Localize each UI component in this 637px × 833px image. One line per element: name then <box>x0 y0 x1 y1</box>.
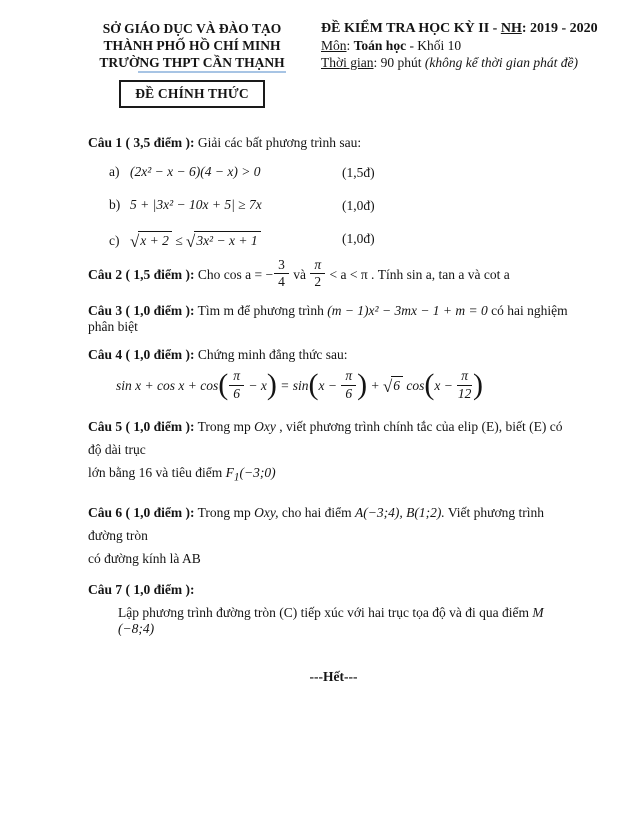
subject-grade: - Khối 10 <box>406 38 462 53</box>
item-a-points: (1,5đ) <box>342 165 375 180</box>
question-1-intro: Giải các bất phương trình sau: <box>194 135 362 150</box>
item-a-formula: (2x² − x − 6)(4 − x) > 0 <box>130 164 261 179</box>
question-5-line2 <box>88 461 579 490</box>
question-4-label: Câu 4 ( 1,0 điểm ): <box>88 347 195 363</box>
exam-title-school-year-label: NH <box>500 21 522 36</box>
fraction-numerator: π <box>457 369 472 385</box>
fraction-pi-6 <box>340 369 357 400</box>
radical-icon: √ <box>186 232 196 251</box>
item-c-formula <box>130 232 261 251</box>
focus-subscript: 1 <box>233 471 240 484</box>
fraction-denominator: 2 <box>314 274 322 290</box>
official-exam-stamp: ĐỀ CHÍNH THỨC <box>119 80 265 108</box>
question-3-text2: có hai nghiệm phân biệt <box>88 303 568 335</box>
radical-6-body: 6 <box>391 376 403 393</box>
exam-info-block <box>321 20 598 71</box>
radical-right <box>186 232 261 251</box>
formula-seg2-pre: x − <box>318 378 341 394</box>
radical-6 <box>382 377 403 397</box>
radical-icon: √ <box>382 377 393 397</box>
focus-coordinates: (−3;0) <box>239 464 276 480</box>
oxy-plane: Oxy <box>254 418 276 434</box>
question-6-label: Câu 6 ( 1,0 điểm ): <box>88 505 195 521</box>
subject-line <box>321 37 598 54</box>
formula-seg4-pre: x − <box>434 378 457 394</box>
subject-label: Môn <box>321 38 347 53</box>
issuer-city: THÀNH PHỐ HỒ CHÍ MINH <box>103 38 281 53</box>
question-3 <box>88 303 579 335</box>
item-b-formula: 5 + |3x² − 10x + 5| ≥ 7x <box>130 197 262 212</box>
question-6-text3: Viết phương trình đường tròn <box>88 505 544 544</box>
question-2-label: Câu 2 ( 1,5 điểm ): <box>88 266 195 282</box>
fraction-pi-12 <box>456 369 473 400</box>
fraction-pi-2 <box>309 258 326 289</box>
formula-seg4: cos <box>402 378 425 394</box>
question-5-text2: , viết phương trình chính tắc của elip (E), biết (E) có độ dài trục <box>88 418 563 457</box>
radical-right-body: 3x² − x + 1 <box>194 231 260 248</box>
oxy-plane: Oxy, <box>254 505 279 521</box>
item-c-label: c) <box>109 233 120 248</box>
question-1c <box>109 230 579 250</box>
question-2 <box>88 257 579 291</box>
formula-seg1-rest: − x <box>244 378 267 394</box>
formula-seg1: sin x + cos x + cos <box>116 378 219 394</box>
question-1b <box>109 197 579 217</box>
question-2-seg3: < a < π . Tính sin a, tan a và cot a <box>326 266 510 282</box>
question-6-line2: có đường kính là AB <box>88 551 201 567</box>
focus-letter: F <box>225 464 234 480</box>
question-5 <box>88 415 579 490</box>
right-paren: ) <box>266 368 277 402</box>
exam-title <box>321 20 598 37</box>
question-1-label: Câu 1 ( 3,5 điểm ): <box>88 135 195 150</box>
fraction-3-4 <box>273 258 290 289</box>
fraction-denominator: 6 <box>345 385 353 401</box>
left-paren: ( <box>308 368 319 402</box>
right-paren: ) <box>472 368 483 402</box>
question-7-label: Câu 7 ( 1,0 điểm ): <box>88 582 195 598</box>
item-b-label: b) <box>109 197 121 212</box>
fraction-numerator: 3 <box>274 258 289 274</box>
time-line <box>321 54 598 71</box>
item-c-points: (1,0đ) <box>342 231 375 246</box>
radical-left-body: x + 2 <box>138 231 172 248</box>
fraction-numerator: π <box>229 369 244 385</box>
school-name <box>75 54 309 71</box>
points-a-b: A(−3;4), B(1;2). <box>355 505 445 521</box>
question-7-body <box>118 605 579 637</box>
question-4-intro: Chứng minh đẳng thức sau: <box>194 347 348 363</box>
question-3-text1: Tìm m để phương trình <box>194 303 328 319</box>
question-5-label: Câu 5 ( 1,0 điểm ): <box>88 418 195 434</box>
exam-title-prefix: ĐỀ KIỂM TRA HỌC KỲ II - <box>321 21 501 36</box>
question-5-text1: Trong mp <box>194 418 255 434</box>
question-4-formula <box>116 368 579 402</box>
official-stamp-wrap <box>75 80 309 108</box>
time-value: : 90 phút <box>373 55 425 70</box>
point-m: M (−8;4) <box>118 605 544 637</box>
fraction-denominator: 4 <box>278 274 285 290</box>
question-6 <box>88 501 579 570</box>
end-of-exam-marker: ---Hết--- <box>309 669 358 685</box>
question-5-line1 <box>88 415 579 461</box>
exam-title-suffix: : 2019 - 2020 <box>521 21 598 36</box>
exam-header <box>75 20 598 108</box>
question-3-formula: (m − 1)x² − 3mx − 1 + m = 0 <box>327 303 488 319</box>
item-b-points: (1,0đ) <box>342 198 375 213</box>
left-paren: ( <box>218 368 229 402</box>
fraction-denominator: 6 <box>233 385 240 401</box>
issuer-department: SỞ GIÁO DỤC VÀ ĐÀO TẠO <box>102 21 282 36</box>
fraction-pi-6 <box>228 369 245 400</box>
question-6-text1: Trong mp <box>194 505 255 521</box>
question-7-text: Lập phương trình đường tròn (C) tiếp xúc với hai trục tọa độ và đi qua điểm <box>118 605 533 621</box>
formula-seg2: = sin <box>276 378 309 394</box>
school-name-text: TRƯỜNG THPT CẦN THẠNH <box>99 55 285 70</box>
question-2-seg2: và <box>289 266 310 282</box>
question-1a <box>109 164 579 184</box>
time-label: Thời gian <box>321 55 374 70</box>
fraction-denominator: 12 <box>457 385 472 401</box>
question-7-heading <box>88 582 579 598</box>
right-paren: ) <box>357 368 368 402</box>
time-note: (không kể thời gian phát đề) <box>424 55 578 70</box>
question-3-label: Câu 3 ( 1,0 điểm ): <box>88 303 195 319</box>
formula-seg3: + <box>367 378 383 394</box>
question-1-heading <box>88 135 579 151</box>
fraction-numerator: π <box>341 369 356 385</box>
left-paren: ( <box>424 368 435 402</box>
item-c-relation: ≤ <box>171 233 187 248</box>
subject-separator: : <box>346 38 354 53</box>
question-6-text2: cho hai điểm <box>278 505 356 521</box>
item-a-label: a) <box>109 164 120 179</box>
focus-point <box>225 464 276 484</box>
issuer-block <box>75 20 309 108</box>
question-4-heading <box>88 347 579 363</box>
exam-body <box>75 135 579 685</box>
question-5-text3: lớn bằng 16 và tiêu điểm <box>88 464 226 480</box>
radical-icon: √ <box>130 232 140 251</box>
radical-left <box>130 232 172 251</box>
question-6-line1 <box>88 501 579 547</box>
fraction-numerator: π <box>310 258 325 274</box>
question-2-seg1: Cho cos a = − <box>194 266 274 282</box>
subject-name: Toán học <box>353 38 407 53</box>
